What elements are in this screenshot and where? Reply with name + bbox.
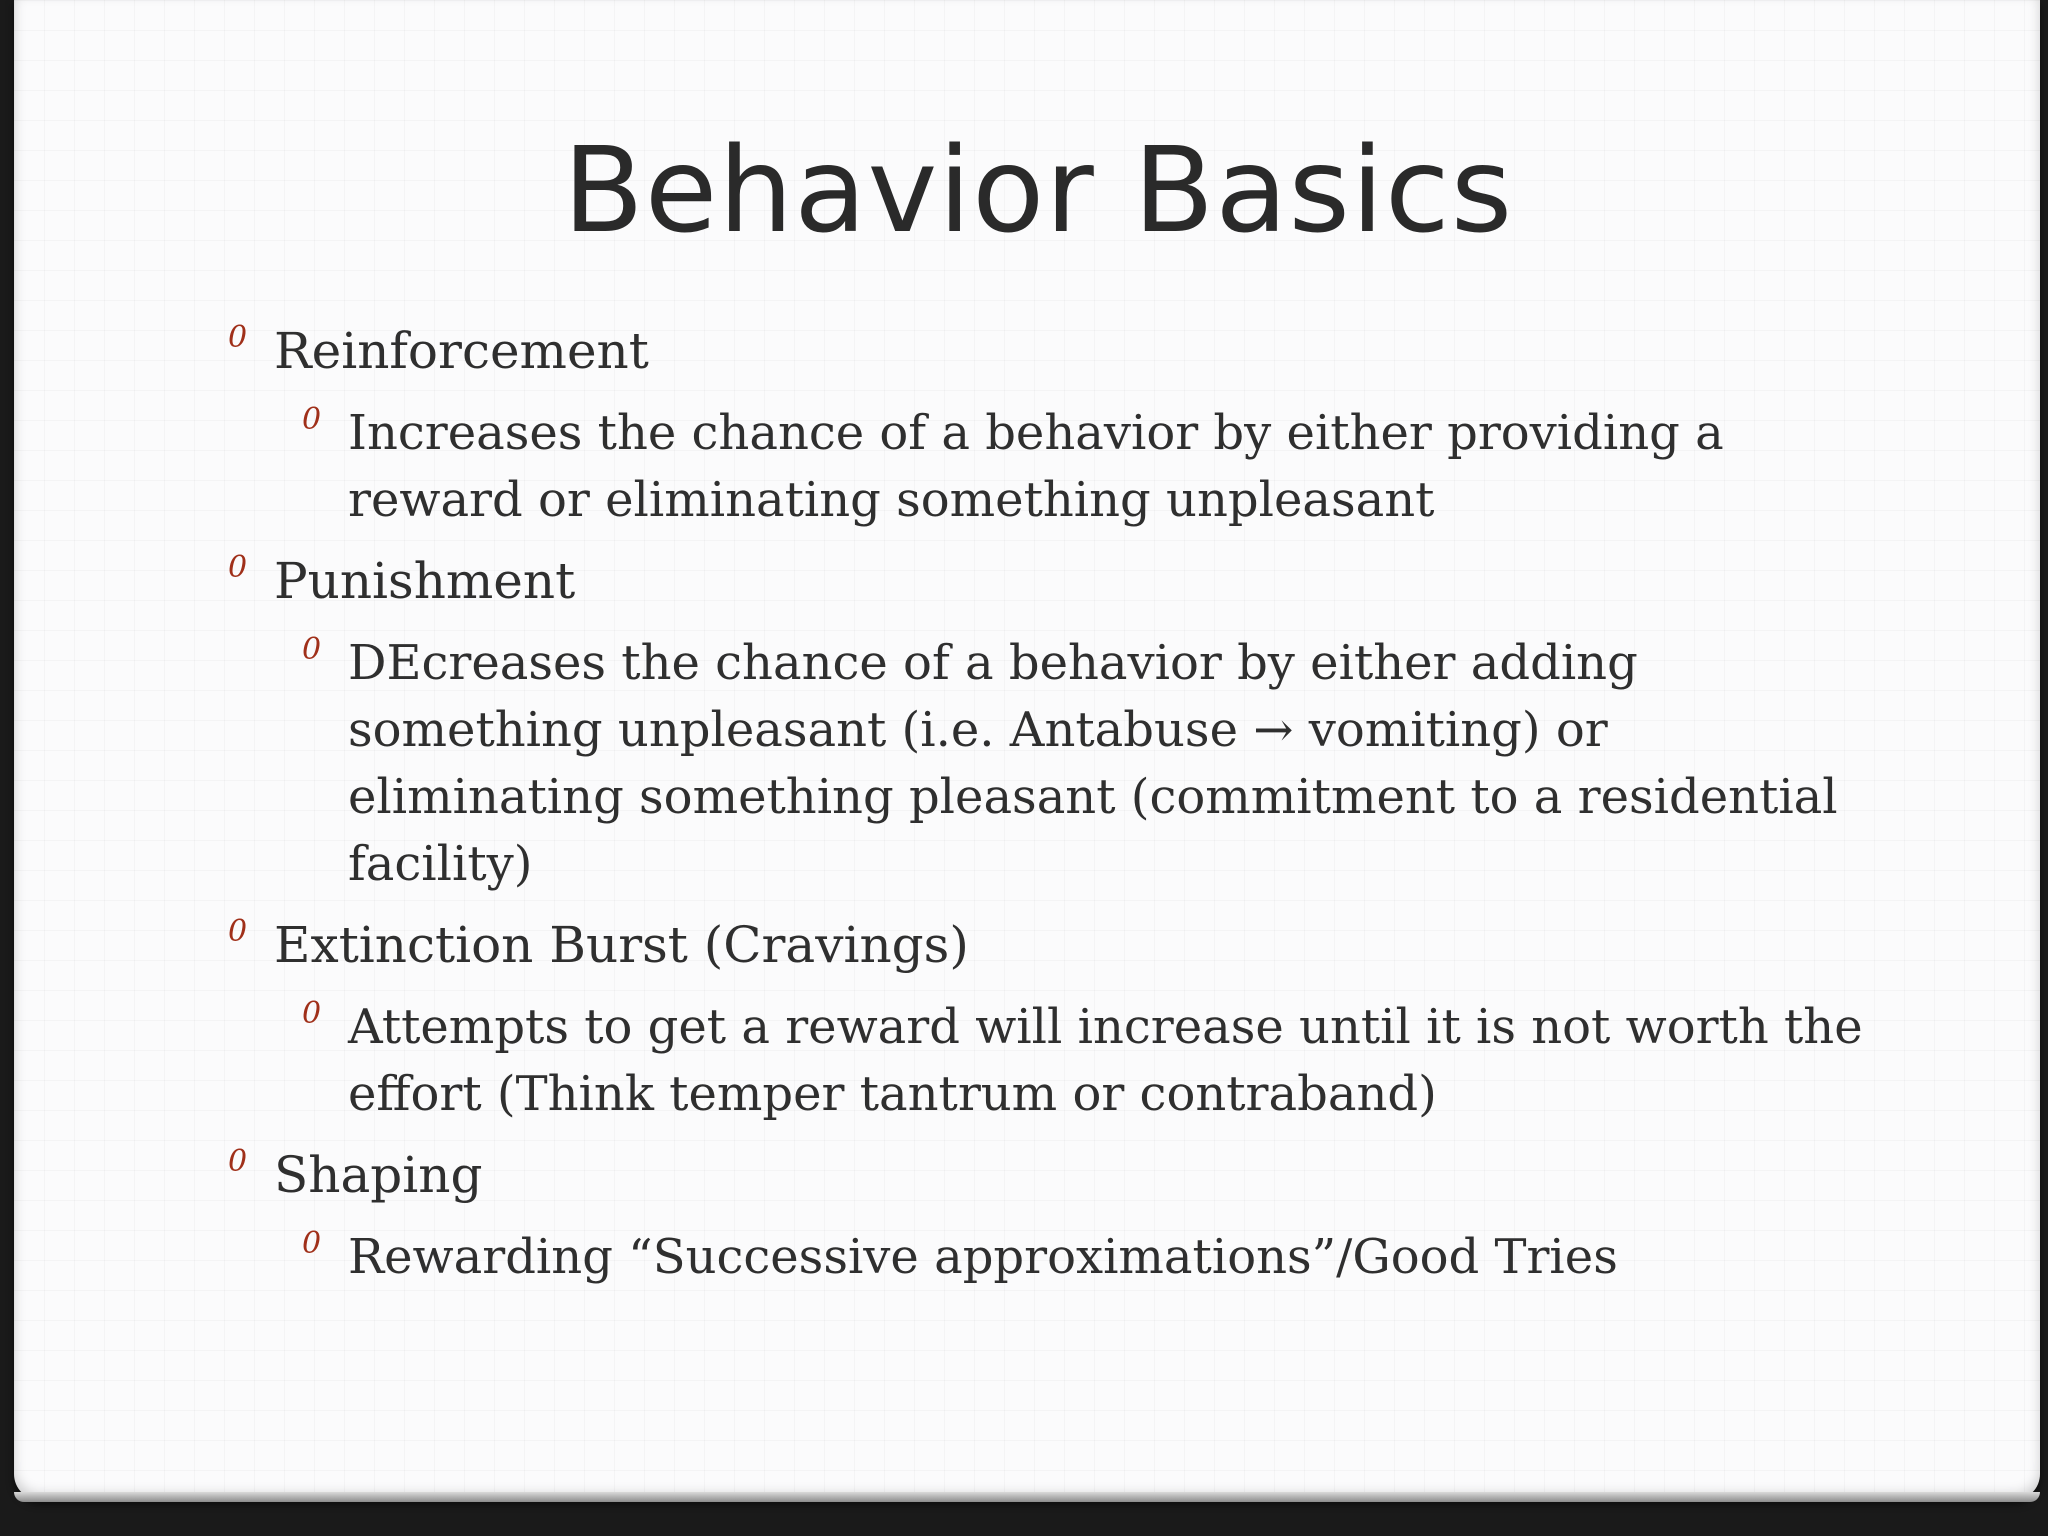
bullet-text: Shaping xyxy=(274,1146,483,1204)
bullet-marker-icon: 0 xyxy=(302,1226,322,1261)
sub-bullet-item-punishment-definition xyxy=(224,630,1864,898)
slide xyxy=(14,0,2040,1500)
bullet-text: Extinction Burst (Cravings) xyxy=(274,916,969,974)
bullet-marker-icon: 0 xyxy=(228,320,248,355)
slide-title: Behavior Basics xyxy=(562,121,1514,259)
sub-bullet-text: Increases the chance of a behavior by either providing a reward or eliminating something unpleasant xyxy=(348,405,1724,528)
bullet-item-shaping xyxy=(224,1142,1864,1208)
bullet-text: Punishment xyxy=(274,552,576,610)
bullet-item-extinction-burst xyxy=(224,912,1864,978)
bullet-marker-icon: 0 xyxy=(228,914,248,949)
bullet-marker-icon: 0 xyxy=(302,996,322,1031)
bullet-marker-icon: 0 xyxy=(302,402,322,437)
bullet-marker-icon: 0 xyxy=(302,632,322,667)
bullet-marker-icon: 0 xyxy=(228,550,248,585)
bullet-text: Reinforcement xyxy=(274,322,649,380)
sub-bullet-item-reinforcement-definition xyxy=(224,400,1864,534)
bullet-item-reinforcement xyxy=(224,318,1864,384)
bullet-list xyxy=(224,318,1864,1305)
sub-bullet-text: Attempts to get a reward will increase until it is not worth the effort (Think temper tantrum or contraband) xyxy=(348,999,1863,1122)
sub-bullet-item-shaping-definition xyxy=(224,1224,1864,1291)
sub-bullet-text: Rewarding “Successive approximations”/Good Tries xyxy=(348,1229,1618,1285)
slide-bottom-edge xyxy=(14,1492,2040,1502)
sub-bullet-item-extinction-burst-definition xyxy=(224,994,1864,1128)
sub-bullet-text: DEcreases the chance of a behavior by either adding something unpleasant (i.e. Antabuse → vomiting) or eliminating something pleasant (commitment to a residential facility) xyxy=(348,635,1838,892)
bullet-item-punishment xyxy=(224,548,1864,614)
bullet-marker-icon: 0 xyxy=(228,1144,248,1179)
